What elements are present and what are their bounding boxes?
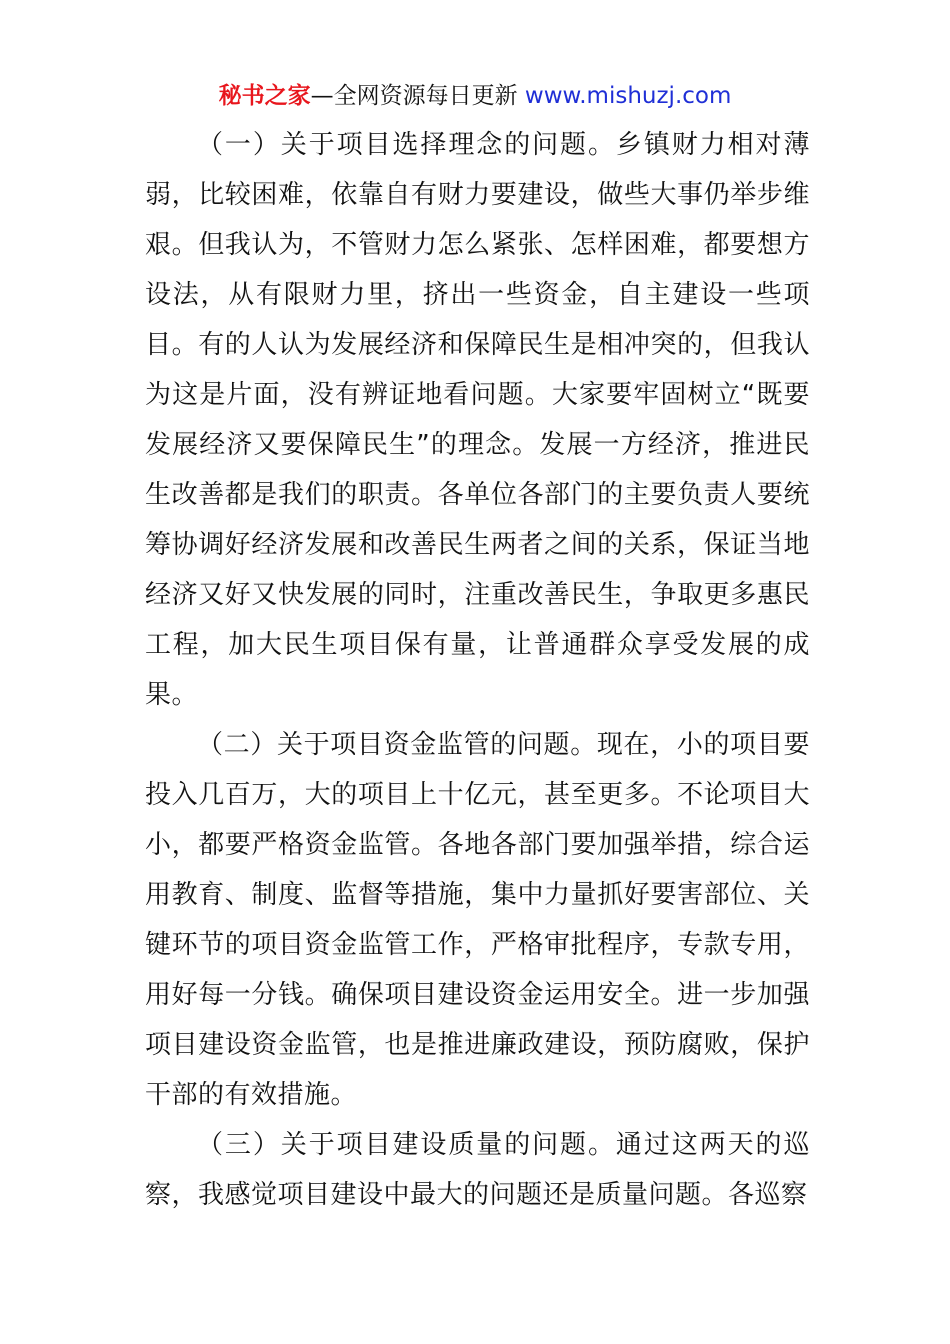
- website-url[interactable]: www.mishuzj.com: [524, 83, 732, 109]
- paragraph-construction-quality: （三）关于项目建设质量的问题。通过这两天的巡察，我感觉项目建设中最大的问题还是质量问题。各巡察: [145, 1130, 810, 1210]
- header-tagline: —全网资源每日更新: [310, 83, 525, 109]
- paragraph-project-selection: （一）关于项目选择理念的问题。乡镇财力相对薄弱，比较困难，依靠自有财力要建设，做些大事仍举步维艰。但我认为，不管财力怎么紧张、怎样困难，都要想方设法，从有限财力里，挤出一些资金，自主建设一些项目。有的人认为发展经济和保障民生是相冲突的，但我认为这是片面，没有辨证地看问题。大家要牢固树立“既要发展经济又要保障民生”的理念。发展一方经济，推进民生改善都是我们的职责。各单位各部门的主要负责人要统筹协调好经济发展和改善民生两者之间的关系，保证当地经济又好又快发展的同时，注重改善民生，争取更多惠民工程，加大民生项目保有量，让普通群众享受发展的成果。: [145, 130, 810, 710]
- document-body: [145, 120, 810, 1220]
- page-header: [0, 80, 950, 112]
- brand-name: 秘书之家: [218, 83, 311, 109]
- paragraph-fund-supervision: （二）关于项目资金监管的问题。现在，小的项目要投入几百万，大的项目上十亿元，甚至更多。不论项目大小，都要严格资金监管。各地各部门要加强举措，综合运用教育、制度、监督等措施，集中力量抓好要害部位、关键环节的项目资金监管工作，严格审批程序，专款专用，用好每一分钱。确保项目建设资金运用安全。进一步加强项目建设资金监管，也是推进廉政建设，预防腐败，保护干部的有效措施。: [145, 730, 810, 1110]
